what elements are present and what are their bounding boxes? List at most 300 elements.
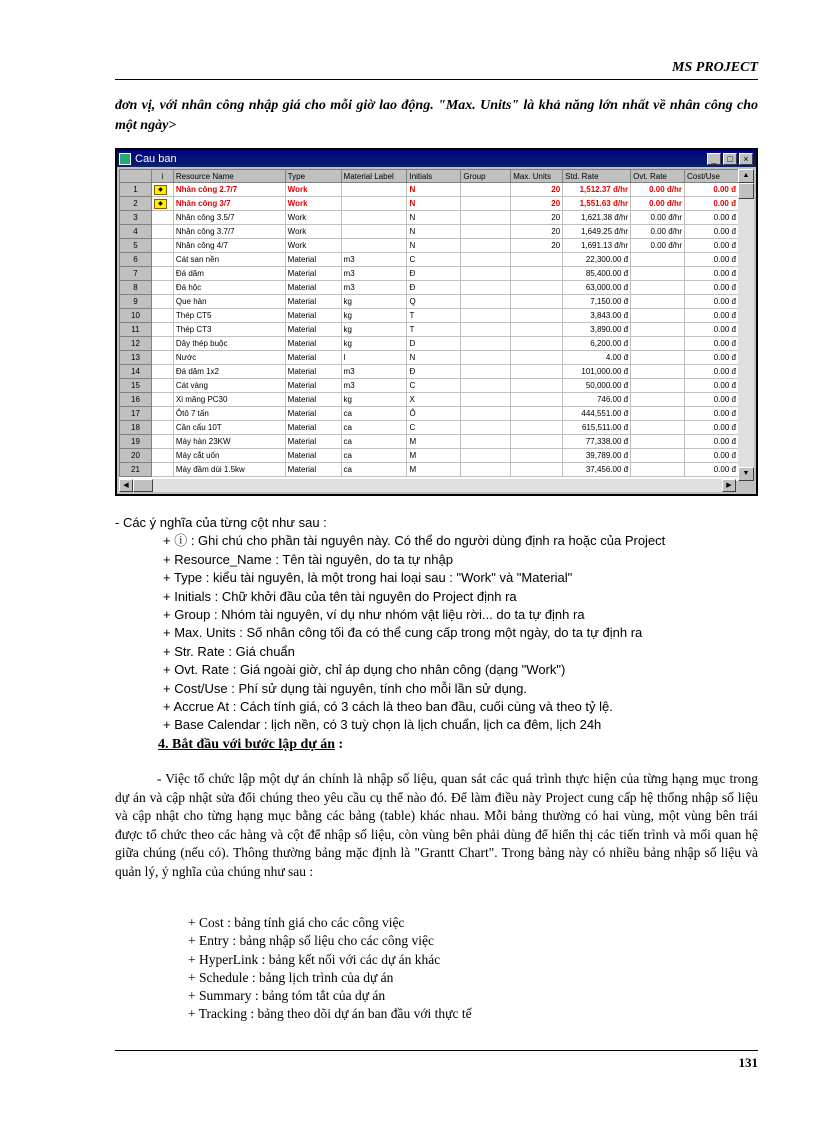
initials-cell[interactable]: Đ xyxy=(407,365,461,379)
type-cell[interactable]: Work xyxy=(285,183,341,197)
section-suffix: : xyxy=(335,737,344,752)
max-units-cell[interactable]: 20 xyxy=(511,197,563,211)
material-label-cell[interactable]: ca xyxy=(341,435,407,449)
table-row[interactable] xyxy=(120,337,739,351)
max-units-cell[interactable] xyxy=(511,351,563,365)
column-header-ovt-rate[interactable]: Ovt. Rate xyxy=(631,170,685,183)
row-number-cell[interactable]: 7 xyxy=(120,267,152,281)
table-row[interactable] xyxy=(120,225,739,239)
indicator-cell[interactable] xyxy=(151,421,173,435)
type-cell[interactable]: Material xyxy=(285,295,341,309)
resource-name-cell[interactable]: Que hàn xyxy=(173,295,285,309)
material-label-cell[interactable]: kg xyxy=(341,393,407,407)
max-units-cell[interactable] xyxy=(511,323,563,337)
initials-cell[interactable]: M xyxy=(407,463,461,477)
material-label-cell[interactable]: ca xyxy=(341,449,407,463)
std-rate-cell[interactable]: 39,789.00 đ xyxy=(563,449,631,463)
initials-cell[interactable]: C xyxy=(407,421,461,435)
cost-use-cell[interactable]: 0.00 đ xyxy=(685,337,739,351)
row-number-cell[interactable]: 10 xyxy=(120,309,152,323)
indicator-cell[interactable] xyxy=(151,253,173,267)
indicator-cell[interactable] xyxy=(151,323,173,337)
row-number-cell[interactable]: 19 xyxy=(120,435,152,449)
resource-name-cell[interactable]: Máy cắt uốn xyxy=(173,449,285,463)
group-cell[interactable] xyxy=(461,309,511,323)
ovt-rate-cell[interactable] xyxy=(631,379,685,393)
std-rate-cell[interactable]: 63,000.00 đ xyxy=(563,281,631,295)
resource-name-cell[interactable]: Đá dăm xyxy=(173,267,285,281)
desc-item: + Initials : Chữ khởi đầu của tên tài nguyên do Project định ra xyxy=(163,588,517,604)
type-cell[interactable]: Material xyxy=(285,253,341,267)
resource-name-cell[interactable]: Nước xyxy=(173,351,285,365)
type-cell[interactable]: Material xyxy=(285,351,341,365)
list-item: + HyperLink : bảng kết nối với các dự án khác xyxy=(188,951,441,967)
list-item: + Entry : bảng nhập số liệu cho các công việc xyxy=(188,933,435,949)
column-header-resource-name[interactable]: Resource Name xyxy=(173,170,285,183)
material-label-cell[interactable]: ca xyxy=(341,407,407,421)
resource-name-cell[interactable]: Nhân công 4/7 xyxy=(173,239,285,253)
cost-use-cell[interactable]: 0.00 đ xyxy=(685,365,739,379)
cost-use-cell[interactable]: 0.00 đ xyxy=(685,211,739,225)
initials-cell[interactable]: N xyxy=(407,225,461,239)
resource-name-cell[interactable]: Đá hộc xyxy=(173,281,285,295)
ovt-rate-cell[interactable] xyxy=(631,309,685,323)
cost-use-cell[interactable]: 0.00 đ xyxy=(685,407,739,421)
resource-name-cell[interactable]: Nhân công 2.7/7 xyxy=(173,183,285,197)
material-label-cell[interactable]: m3 xyxy=(341,379,407,393)
resource-name-cell[interactable]: Dây thép buộc xyxy=(173,337,285,351)
resource-name-cell[interactable]: Đá dăm 1x2 xyxy=(173,365,285,379)
initials-cell[interactable]: X xyxy=(407,393,461,407)
table-row[interactable] xyxy=(120,295,739,309)
material-label-cell[interactable]: ca xyxy=(341,463,407,477)
indicator-cell[interactable] xyxy=(151,225,173,239)
std-rate-cell[interactable]: 1,621.38 đ/hr xyxy=(563,211,631,225)
type-cell[interactable]: Material xyxy=(285,267,341,281)
cost-use-cell[interactable]: 0.00 đ xyxy=(685,267,739,281)
group-cell[interactable] xyxy=(461,435,511,449)
header-title: MS PROJECT xyxy=(672,60,758,75)
material-label-cell[interactable] xyxy=(341,211,407,225)
std-rate-cell[interactable]: 3,890.00 đ xyxy=(563,323,631,337)
initials-cell[interactable]: C xyxy=(407,379,461,393)
table-row[interactable] xyxy=(120,253,739,267)
indicator-cell[interactable] xyxy=(151,463,173,477)
minimize-button[interactable]: _ xyxy=(707,153,721,165)
ovt-rate-cell[interactable] xyxy=(631,435,685,449)
type-cell[interactable]: Material xyxy=(285,421,341,435)
section-title: 4. Bắt đầu với bước lập dự án xyxy=(158,737,336,752)
group-cell[interactable] xyxy=(461,183,511,197)
material-label-cell[interactable]: m3 xyxy=(341,365,407,379)
cost-use-cell[interactable]: 0.00 đ xyxy=(685,323,739,337)
row-number-cell[interactable]: 18 xyxy=(120,421,152,435)
table-row[interactable] xyxy=(120,239,739,253)
close-button[interactable]: × xyxy=(739,153,753,165)
type-cell[interactable]: Material xyxy=(285,407,341,421)
group-cell[interactable] xyxy=(461,351,511,365)
ovt-rate-cell[interactable]: 0.00 đ/hr xyxy=(631,183,685,197)
initials-cell[interactable]: C xyxy=(407,253,461,267)
resource-name-cell[interactable]: Cát san nền xyxy=(173,253,285,267)
max-units-cell[interactable] xyxy=(511,337,563,351)
table-row[interactable] xyxy=(120,351,739,365)
table-row[interactable] xyxy=(120,197,739,211)
material-label-cell[interactable]: m3 xyxy=(341,281,407,295)
column-header-type[interactable]: Type xyxy=(285,170,341,183)
column-header-max-units[interactable]: Max. Units xyxy=(511,170,563,183)
descriptions-heading: - Các ý nghĩa của từng cột như sau : xyxy=(115,515,327,530)
column-header-material-label[interactable]: Material Label xyxy=(341,170,407,183)
group-cell[interactable] xyxy=(461,365,511,379)
type-cell[interactable]: Material xyxy=(285,449,341,463)
type-cell[interactable]: Material xyxy=(285,281,341,295)
cost-use-cell[interactable]: 0.00 đ xyxy=(685,295,739,309)
row-number-cell[interactable]: 2 xyxy=(120,197,152,211)
column-header-row-number[interactable] xyxy=(120,170,152,183)
column-descriptions xyxy=(115,514,775,735)
initials-cell[interactable]: M xyxy=(407,449,461,463)
desc-item: + Ovt. Rate : Giá ngoài giờ, chỉ áp dụng cho nhân công (dạng "Work") xyxy=(163,662,566,678)
indicator-cell[interactable] xyxy=(151,183,173,197)
material-label-cell[interactable]: m3 xyxy=(341,267,407,281)
std-rate-cell[interactable]: 22,300.00 đ xyxy=(563,253,631,267)
scroll-thumb[interactable] xyxy=(738,183,754,199)
table-row[interactable] xyxy=(120,449,739,463)
cost-use-cell[interactable]: 0.00 đ xyxy=(685,197,739,211)
ovt-rate-cell[interactable] xyxy=(631,463,685,477)
cost-use-cell[interactable]: 0.00 đ xyxy=(685,281,739,295)
scroll-right-arrow-icon[interactable]: ▶ xyxy=(722,479,736,492)
cost-use-cell[interactable]: 0.00 đ xyxy=(685,309,739,323)
group-cell[interactable] xyxy=(461,253,511,267)
row-number-cell[interactable]: 21 xyxy=(120,463,152,477)
row-number-cell[interactable]: 11 xyxy=(120,323,152,337)
type-cell[interactable]: Material xyxy=(285,337,341,351)
max-units-cell[interactable] xyxy=(511,379,563,393)
indicator-cell[interactable] xyxy=(151,309,173,323)
group-cell[interactable] xyxy=(461,449,511,463)
indicator-cell[interactable] xyxy=(151,337,173,351)
list-item: + Summary : bảng tóm tắt của dự án xyxy=(188,988,386,1004)
initials-cell[interactable]: M xyxy=(407,435,461,449)
cost-use-cell[interactable]: 0.00 đ xyxy=(685,379,739,393)
table-row[interactable] xyxy=(120,323,739,337)
cost-use-cell[interactable]: 0.00 đ xyxy=(685,183,739,197)
table-row[interactable] xyxy=(120,281,739,295)
group-cell[interactable] xyxy=(461,225,511,239)
max-units-cell[interactable] xyxy=(511,295,563,309)
desc-item: + Resource_Name : Tên tài nguyên, do ta tự nhập xyxy=(163,551,453,567)
cost-use-cell[interactable]: 0.00 đ xyxy=(685,253,739,267)
std-rate-cell[interactable]: 4.00 đ xyxy=(563,351,631,365)
row-number-cell[interactable]: 12 xyxy=(120,337,152,351)
std-rate-cell[interactable]: 746.00 đ xyxy=(563,393,631,407)
resource-name-cell[interactable]: Ôtô 7 tấn xyxy=(173,407,285,421)
table-row[interactable] xyxy=(120,267,739,281)
header-rule xyxy=(115,79,758,80)
initials-cell[interactable]: Q xyxy=(407,295,461,309)
cost-use-cell[interactable]: 0.00 đ xyxy=(685,449,739,463)
max-units-cell[interactable] xyxy=(511,281,563,295)
std-rate-cell[interactable]: 1,691.13 đ/hr xyxy=(563,239,631,253)
ovt-rate-cell[interactable] xyxy=(631,407,685,421)
type-cell[interactable]: Material xyxy=(285,365,341,379)
max-units-cell[interactable] xyxy=(511,407,563,421)
row-number-cell[interactable]: 15 xyxy=(120,379,152,393)
group-cell[interactable] xyxy=(461,281,511,295)
std-rate-cell[interactable]: 77,338.00 đ xyxy=(563,435,631,449)
indicator-cell[interactable] xyxy=(151,365,173,379)
cost-use-cell[interactable]: 0.00 đ xyxy=(685,393,739,407)
ovt-rate-cell[interactable] xyxy=(631,421,685,435)
ovt-rate-cell[interactable] xyxy=(631,253,685,267)
row-number-cell[interactable]: 8 xyxy=(120,281,152,295)
material-label-cell[interactable]: kg xyxy=(341,323,407,337)
table-row[interactable] xyxy=(120,183,739,197)
max-units-cell[interactable] xyxy=(511,365,563,379)
intro-text: đơn vị, với nhân công nhập giá cho mỗi giờ lao động. "Max. Units" là khả năng lớn nhất về nhân công cho một ngày> xyxy=(115,98,758,133)
ovt-rate-cell[interactable] xyxy=(631,295,685,309)
type-cell[interactable]: Material xyxy=(285,323,341,337)
type-cell[interactable]: Material xyxy=(285,379,341,393)
ovt-rate-cell[interactable]: 0.00 đ/hr xyxy=(631,225,685,239)
table-row[interactable] xyxy=(120,211,739,225)
resource-name-cell[interactable]: Thép CT3 xyxy=(173,323,285,337)
std-rate-cell[interactable]: 1,512.37 đ/hr xyxy=(563,183,631,197)
cost-use-cell[interactable]: 0.00 đ xyxy=(685,421,739,435)
indicator-cell[interactable] xyxy=(151,211,173,225)
cost-use-cell[interactable]: 0.00 đ xyxy=(685,239,739,253)
table-row[interactable] xyxy=(120,407,739,421)
ovt-rate-cell[interactable]: 0.00 đ/hr xyxy=(631,197,685,211)
indicator-cell[interactable] xyxy=(151,267,173,281)
page-number: 131 xyxy=(738,1055,758,1070)
std-rate-cell[interactable]: 615,511.00 đ xyxy=(563,421,631,435)
desc-item: + ⓘ : Ghi chú cho phần tài nguyên này. Có thể do người dùng định ra hoặc của Project xyxy=(163,533,666,549)
desc-item: + Type : kiểu tài nguyên, là một trong hai loại sau : "Work" và "Material" xyxy=(163,570,573,586)
ovt-rate-cell[interactable]: 0.00 đ/hr xyxy=(631,211,685,225)
group-cell[interactable] xyxy=(461,379,511,393)
std-rate-cell[interactable]: 85,400.00 đ xyxy=(563,267,631,281)
group-cell[interactable] xyxy=(461,323,511,337)
group-cell[interactable] xyxy=(461,295,511,309)
initials-cell[interactable]: N xyxy=(407,211,461,225)
group-cell[interactable] xyxy=(461,463,511,477)
list-item: + Schedule : bảng lịch trình của dự án xyxy=(188,969,394,985)
cost-use-cell[interactable]: 0.00 đ xyxy=(685,463,739,477)
initials-cell[interactable]: N xyxy=(407,197,461,211)
std-rate-cell[interactable]: 6,200.00 đ xyxy=(563,337,631,351)
resource-name-cell[interactable]: Cần cẩu 10T xyxy=(173,421,285,435)
initials-cell[interactable]: Đ xyxy=(407,281,461,295)
indicator-cell[interactable] xyxy=(151,449,173,463)
cost-use-cell[interactable]: 0.00 đ xyxy=(685,435,739,449)
initials-cell[interactable]: N xyxy=(407,351,461,365)
type-cell[interactable]: Work xyxy=(285,197,341,211)
resource-name-cell[interactable]: Thép CT5 xyxy=(173,309,285,323)
resource-name-cell[interactable]: Xi măng PC30 xyxy=(173,393,285,407)
group-cell[interactable] xyxy=(461,211,511,225)
std-rate-cell[interactable]: 37,456.00 đ xyxy=(563,463,631,477)
group-cell[interactable] xyxy=(461,267,511,281)
ovt-rate-cell[interactable] xyxy=(631,267,685,281)
row-number-cell[interactable]: 3 xyxy=(120,211,152,225)
ovt-rate-cell[interactable] xyxy=(631,393,685,407)
ovt-rate-cell[interactable] xyxy=(631,281,685,295)
table-row[interactable] xyxy=(120,463,739,477)
max-units-cell[interactable]: 20 xyxy=(511,183,563,197)
initials-cell[interactable]: D xyxy=(407,337,461,351)
table-row[interactable] xyxy=(120,309,739,323)
window-titlebar[interactable] xyxy=(117,150,756,167)
initials-cell[interactable]: T xyxy=(407,309,461,323)
initials-cell[interactable]: Ô xyxy=(407,407,461,421)
row-number-cell[interactable]: 13 xyxy=(120,351,152,365)
indicator-cell[interactable] xyxy=(151,379,173,393)
column-header-cost-use[interactable]: Cost/Use xyxy=(685,170,739,183)
row-number-cell[interactable]: 16 xyxy=(120,393,152,407)
ovt-rate-cell[interactable] xyxy=(631,323,685,337)
cost-use-cell[interactable]: 0.00 đ xyxy=(685,351,739,365)
row-number-cell[interactable]: 17 xyxy=(120,407,152,421)
initials-cell[interactable]: T xyxy=(407,323,461,337)
resource-name-cell[interactable]: Cát vàng xyxy=(173,379,285,393)
indicator-cell[interactable] xyxy=(151,407,173,421)
table-types-list xyxy=(188,914,472,1024)
type-cell[interactable]: Material xyxy=(285,435,341,449)
table-row[interactable] xyxy=(120,365,739,379)
resource-name-cell[interactable]: Máy đầm dùi 1.5kw xyxy=(173,463,285,477)
indicator-cell[interactable] xyxy=(151,239,173,253)
ovt-rate-cell[interactable] xyxy=(631,365,685,379)
std-rate-cell[interactable]: 101,000.00 đ xyxy=(563,365,631,379)
material-label-cell[interactable]: kg xyxy=(341,309,407,323)
material-label-cell[interactable] xyxy=(341,225,407,239)
list-item: + Tracking : bảng theo dõi dự án ban đầu với thực tế xyxy=(188,1006,472,1022)
material-label-cell[interactable]: l xyxy=(341,351,407,365)
indicator-cell[interactable] xyxy=(151,351,173,365)
row-number-cell[interactable]: 9 xyxy=(120,295,152,309)
vertical-scrollbar[interactable] xyxy=(738,169,754,481)
type-cell[interactable]: Material xyxy=(285,309,341,323)
group-cell[interactable] xyxy=(461,197,511,211)
ovt-rate-cell[interactable] xyxy=(631,351,685,365)
max-units-cell[interactable] xyxy=(511,253,563,267)
group-cell[interactable] xyxy=(461,337,511,351)
material-label-cell[interactable]: kg xyxy=(341,295,407,309)
cost-use-cell[interactable]: 0.00 đ xyxy=(685,225,739,239)
max-units-cell[interactable] xyxy=(511,449,563,463)
type-cell[interactable]: Material xyxy=(285,463,341,477)
material-label-cell[interactable] xyxy=(341,183,407,197)
row-number-cell[interactable]: 20 xyxy=(120,449,152,463)
desc-item: + Accrue At : Cách tính giá, có 3 cách là theo ban đầu, cuối cùng và theo tỷ lệ. xyxy=(163,699,613,715)
section-heading xyxy=(158,737,343,753)
table-row[interactable] xyxy=(120,421,739,435)
horizontal-scrollbar[interactable] xyxy=(119,479,736,492)
row-number-cell[interactable]: 14 xyxy=(120,365,152,379)
group-cell[interactable] xyxy=(461,239,511,253)
material-label-cell[interactable]: m3 xyxy=(341,253,407,267)
std-rate-cell[interactable]: 3,843.00 đ xyxy=(563,309,631,323)
group-cell[interactable] xyxy=(461,421,511,435)
desc-item: + Group : Nhóm tài nguyên, ví dụ như nhóm vật liệu rời... do ta tự định ra xyxy=(163,607,585,623)
indicator-cell[interactable] xyxy=(151,281,173,295)
max-units-cell[interactable]: 20 xyxy=(511,211,563,225)
std-rate-cell[interactable]: 1,649.25 đ/hr xyxy=(563,225,631,239)
std-rate-cell[interactable]: 444,551.00 đ xyxy=(563,407,631,421)
ovt-rate-cell[interactable] xyxy=(631,337,685,351)
indicator-cell[interactable] xyxy=(151,393,173,407)
ovt-rate-cell[interactable] xyxy=(631,449,685,463)
max-units-cell[interactable] xyxy=(511,463,563,477)
std-rate-cell[interactable]: 1,551.63 đ/hr xyxy=(563,197,631,211)
indicator-cell[interactable] xyxy=(151,435,173,449)
material-label-cell[interactable] xyxy=(341,197,407,211)
type-cell[interactable]: Work xyxy=(285,225,341,239)
ovt-rate-cell[interactable]: 0.00 đ/hr xyxy=(631,239,685,253)
resource-name-cell[interactable]: Nhân công 3/7 xyxy=(173,197,285,211)
std-rate-cell[interactable]: 50,000.00 đ xyxy=(563,379,631,393)
initials-cell[interactable]: N xyxy=(407,239,461,253)
indicator-cell[interactable] xyxy=(151,295,173,309)
type-cell[interactable]: Work xyxy=(285,239,341,253)
max-units-cell[interactable] xyxy=(511,421,563,435)
max-units-cell[interactable] xyxy=(511,435,563,449)
group-cell[interactable] xyxy=(461,407,511,421)
max-units-cell[interactable] xyxy=(511,267,563,281)
material-label-cell[interactable]: ca xyxy=(341,421,407,435)
max-units-cell[interactable]: 20 xyxy=(511,239,563,253)
resource-name-cell[interactable]: Nhân công 3.5/7 xyxy=(173,211,285,225)
material-label-cell[interactable]: kg xyxy=(341,337,407,351)
row-number-cell[interactable]: 1 xyxy=(120,183,152,197)
indicator-icon: ◆ xyxy=(154,185,167,195)
resource-name-cell[interactable]: Nhân công 3.7/7 xyxy=(173,225,285,239)
indicator-cell[interactable] xyxy=(151,197,173,211)
table-row[interactable] xyxy=(120,435,739,449)
horizontal-scroll-thumb[interactable] xyxy=(133,479,153,492)
scroll-down-arrow-icon[interactable]: ▼ xyxy=(738,467,754,481)
row-number-cell[interactable]: 5 xyxy=(120,239,152,253)
max-units-cell[interactable] xyxy=(511,309,563,323)
maximize-button[interactable]: □ xyxy=(723,153,737,165)
table-row[interactable] xyxy=(120,379,739,393)
row-number-cell[interactable]: 4 xyxy=(120,225,152,239)
table-row[interactable] xyxy=(120,393,739,407)
scroll-left-arrow-icon[interactable]: ◀ xyxy=(119,479,133,492)
std-rate-cell[interactable]: 7,150.00 đ xyxy=(563,295,631,309)
column-header-indicator[interactable]: i xyxy=(151,170,173,183)
max-units-cell[interactable] xyxy=(511,393,563,407)
group-cell[interactable] xyxy=(461,393,511,407)
resource-name-cell[interactable]: Máy hàn 23KW xyxy=(173,435,285,449)
resource-grid xyxy=(119,169,739,481)
resource-sheet-window xyxy=(115,148,758,496)
initials-cell[interactable]: Đ xyxy=(407,267,461,281)
row-number-cell[interactable]: 6 xyxy=(120,253,152,267)
column-header-std-rate[interactable]: Std. Rate xyxy=(563,170,631,183)
column-header-initials[interactable]: Initials xyxy=(407,170,461,183)
column-header-group[interactable]: Group xyxy=(461,170,511,183)
type-cell[interactable]: Material xyxy=(285,393,341,407)
max-units-cell[interactable]: 20 xyxy=(511,225,563,239)
material-label-cell[interactable] xyxy=(341,239,407,253)
initials-cell[interactable]: N xyxy=(407,183,461,197)
scroll-up-arrow-icon[interactable]: ▲ xyxy=(738,169,754,183)
type-cell[interactable]: Work xyxy=(285,211,341,225)
